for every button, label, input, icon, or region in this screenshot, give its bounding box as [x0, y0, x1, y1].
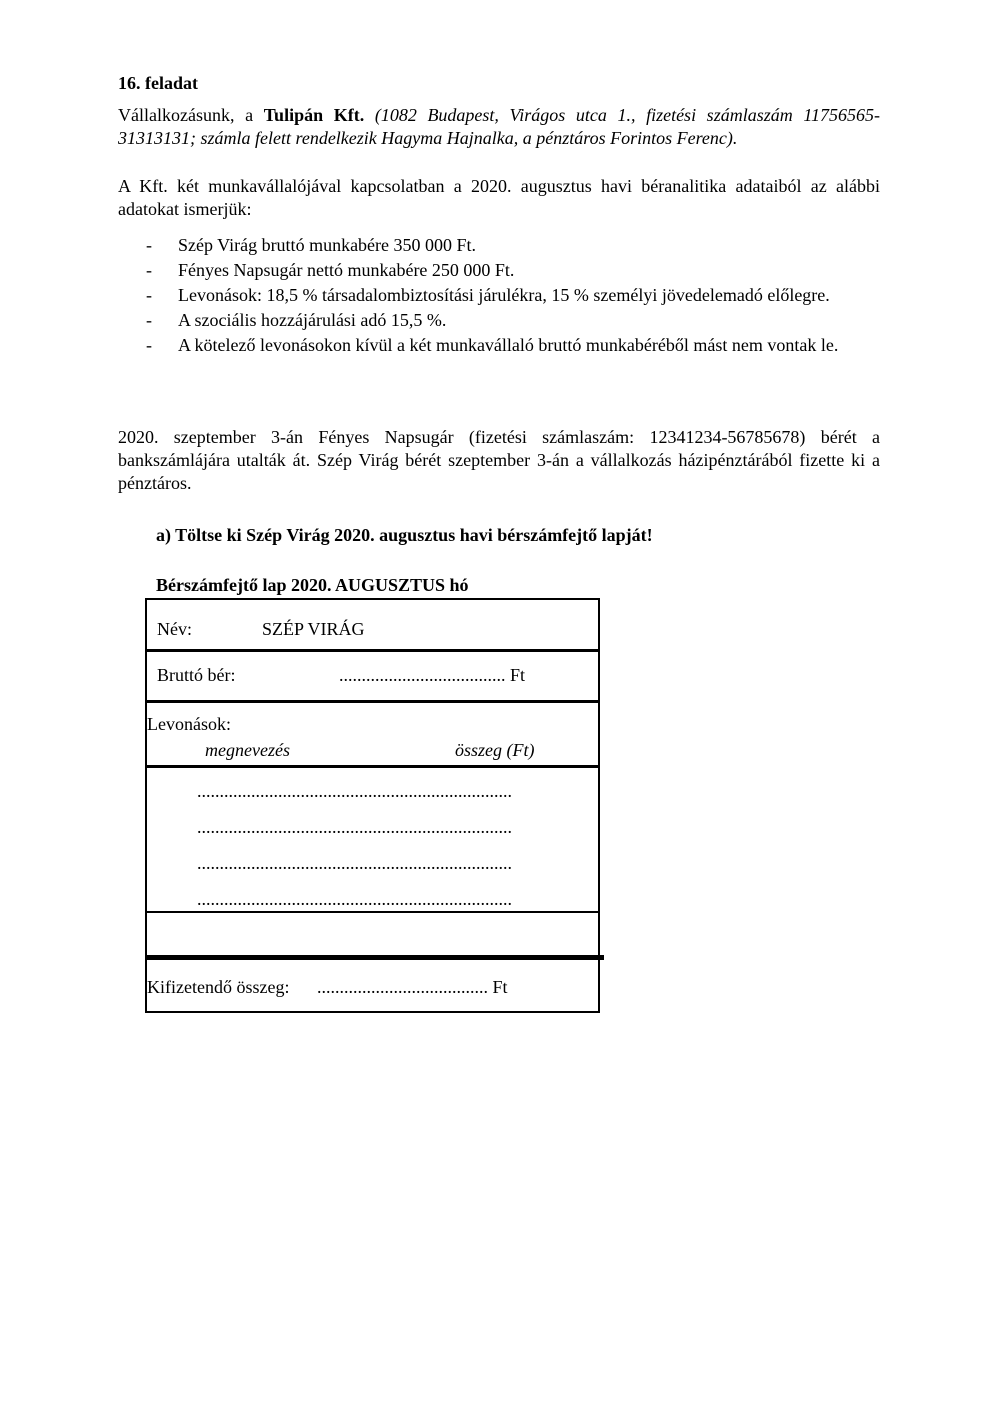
bullet-dash: - [146, 285, 152, 305]
bullet-dash: - [146, 310, 152, 330]
deduction-line-field[interactable]: ...................................................................... [197, 817, 512, 837]
list-item-text: Szép Virág bruttó munkabére 350 000 Ft. [178, 235, 477, 255]
bullet-dash: - [146, 335, 152, 355]
payable-row [145, 960, 600, 1013]
column-amount-header: összeg (Ft) [455, 740, 535, 760]
intro-text: Vállalkozásunk, a [118, 105, 264, 125]
list-item-text: A kötelező levonásokon kívül a két munkavállaló bruttó munkabéréből mást nem vontak le. [178, 335, 839, 355]
list-item [118, 234, 880, 257]
list-item-text: Fényes Napsugár nettó munkabére 250 000 Ft. [178, 260, 515, 280]
name-value: SZÉP VIRÁG [262, 619, 365, 639]
deduction-line-field[interactable]: ...................................................................... [197, 853, 512, 873]
payment-paragraph: 2020. szeptember 3-án Fényes Napsugár (fizetési számlaszám: 12341234-56785678) bérét a bankszámlájára utalták át. Szép Virág bérét szeptember 3-án a vállalkozás házipénztárából fizette ki a pénztáros. [118, 427, 880, 493]
bullet-dash: - [146, 235, 152, 255]
gross-row [145, 652, 600, 700]
list-item [118, 309, 880, 332]
company-name: Tulipán Kft. [263, 105, 365, 125]
bullet-dash: - [146, 260, 152, 280]
deductions-total-row[interactable] [145, 913, 600, 955]
name-label: Név: [157, 619, 192, 639]
payable-label: Kifizetendő összeg: [147, 977, 290, 997]
deduction-line-field[interactable]: ...................................................................... [197, 889, 512, 909]
list-item-text: A szociális hozzájárulási adó 15,5 %. [178, 310, 447, 330]
data-list [118, 234, 880, 359]
payroll-form [145, 598, 600, 1015]
deductions-label: Levonások: [147, 714, 231, 734]
column-name-header: megnevezés [205, 740, 290, 760]
intro-paragraph [118, 104, 880, 150]
deduction-line-field[interactable]: ...................................................................... [197, 781, 512, 801]
context-paragraph: A Kft. két munkavállalójával kapcsolatban a 2020. augusztus havi béranalitika adataiból az alábbi adatokat ismerjük: [118, 176, 880, 219]
list-item-text: Levonások: 18,5 % társadalombiztosítási járulékra, 15 % személyi jövedelemadó előlegre. [178, 285, 830, 305]
list-item [118, 259, 880, 282]
deduction-lines [145, 768, 600, 911]
company-details: (1082 Budapest, Virágos utca 1., fizetési számlaszám 11756565-31313131; számla felett rendelkezik Hagyma Hajnalka, a pénztáros Forintos Ferenc). [118, 105, 880, 148]
task-title: 16. feladat [118, 73, 198, 93]
question-a: a) Töltse ki Szép Virág 2020. augusztus havi bérszámfejtő lapját! [156, 525, 653, 545]
form-title: Bérszámfejtő lap 2020. AUGUSZTUS hó [156, 575, 469, 595]
list-item [118, 284, 880, 307]
name-row [145, 598, 600, 652]
list-item [118, 334, 880, 357]
gross-label: Bruttó bér: [157, 665, 236, 685]
payable-field[interactable]: ...................................... Ft [317, 977, 508, 997]
deductions-header-row [145, 703, 600, 765]
gross-field[interactable]: ..................................... Ft [339, 665, 526, 685]
